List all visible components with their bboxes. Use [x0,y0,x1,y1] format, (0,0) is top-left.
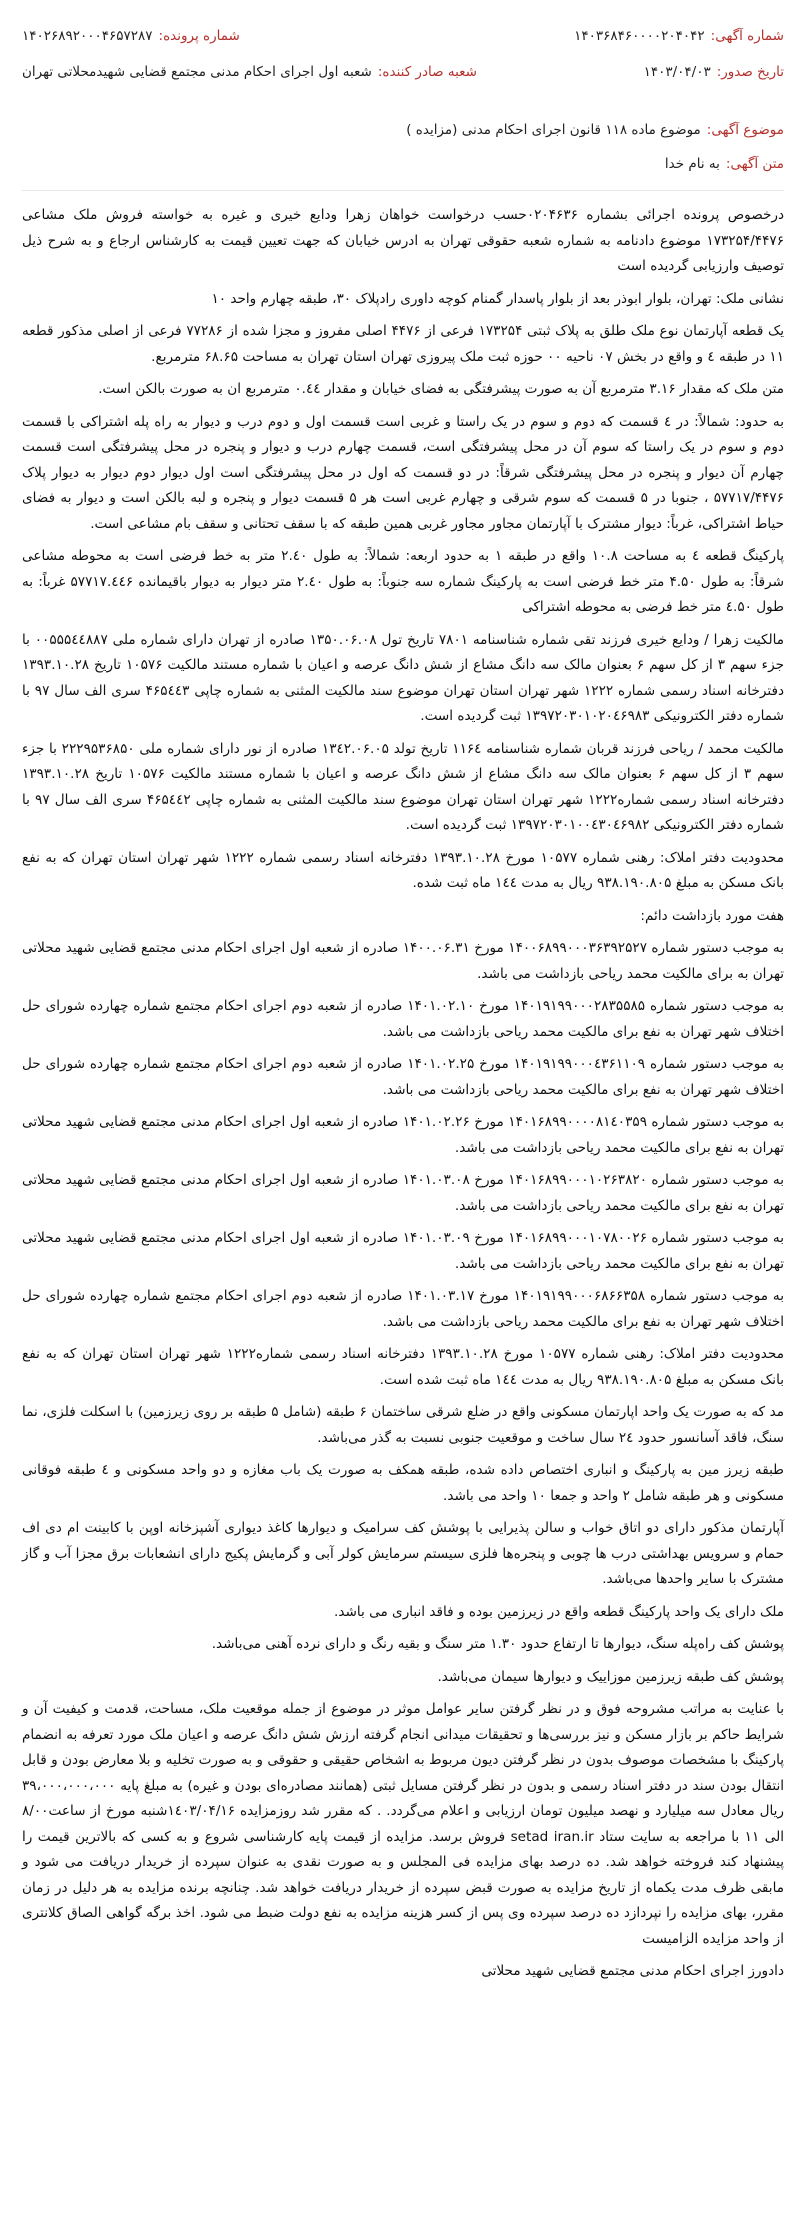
ad-paragraph: با عنایت به مراتب مشروحه فوق و در نظر گرفتن سایر عوامل موثر در موضوع از جمله موقعیت ملک، مساحت، قدمت و کیفیت آن و شرایط حاکم بر بازار مسکن و نیز بررسی‌ها و تحقیقات میدانی انجام گرفته ارزش شش دانگ عرصه و اعیان ملک مورد تعرفه به انضمام پارکینگ با مشخصات موصوف بدون در نظر گرفتن دیون مربوط به اشخاص حقیقی و حقوقی و به صورت تخلیه و بلا معارض بودن و قابل انتقال بودن سند در دفتر اسناد رسمی و بدون در نظر گرفتن مسایل ثبتی (همانند مصادره‌ای بودن و غیره) به مبلغ پایه ۳۹،۰۰۰،۰۰۰،۰۰۰ ریال معادل سه میلیارد و نهصد میلیون تومان ارزیابی و اعلام می‌گردد. . که مقرر شد روزمزایده ۱٤۰۳/۰۴/۱۶شنبه مورخ از ساعت۸/۰۰ الی ۱۱ با مراجعه به سایت ستاد setad iran.ir فروش برسد. مزایده از قیمت پایه کارشناسی شروع و به کسی که بالاترین قیمت را پیشنهاد کند فروخته خواهد شد. ده درصد بهای مزایده فی المجلس و به صورت نقدی به عنوان سپرده از خریدار دریافت می شود و مابقی ظرف مدت یکماه از تاریخ مزایده به صورت قبض سپرده از خریدار دریافت خواهد شد. چنانچه برنده مزایده به هر دلیل در زمان مقرر، بهای مزایده را نپردازد ده درصد سپرده وی پس از کسر هزینه مزایده به نفع دولت ضبط می شود. اخذ برگه گواهی الصاق کلانتری از واحد مزایده الزامیست [22,1701,784,1947]
header-row-2 [22,60,784,84]
ad-paragraph: پوشش کف طبقه زیرزمین موزاییک و دیوارها سیمان می‌باشد. [437,1668,784,1685]
ad-paragraph: طبقه زیرز مین به پارکینگ و انباری اختصاص داده شده، طبقه همکف به صورت یک باب مغازه و دو واحد مسکونی و ٤ طبقه فوقانی مسکونی و هر طبقه شامل ۲ واحد و جمعا ۱۰ واحد می باشد. [22,1462,784,1504]
ad-paragraph: پارکینگ قطعه ٤ به مساحت ۱۰.۸ واقع در طبقه ۱ به حدود اربعه: شمالاً: به طول ۲.٤۰ متر به خط فرضی است به محوطه مشاعی شرقاً: به طول ۴.۵۰ متر خط فرضی است به پارکینگ شماره سه جنوباً: به طول ۲.٤۰ متر دیوار به دیوار باقیمانده ۵۷۷۱۷.٤٤۶ غرباً: به طول ٤.۵۰ متر خط فرضی به محوطه اشتراکی [22,548,784,615]
issuer-field [22,60,477,84]
ad-paragraph: نشانی ملک: تهران، بلوار ابوذر بعد از بلوار پاسدار گمنام کوچه داوری رادپلاک ۳۰، طبقه چهارم واحد ۱۰ [211,290,784,307]
ad-paragraph: به موجب دستور شماره ۱۴۰۱۶۸۹۹۰۰۰۱۰۲۶۳۸۲۰ مورخ ۱۴۰۱.۰۳.۰۸ صادره از شعبه اول اجرای احکام مدنی مجتمع قضایی شهید محلاتی تهران به نفع برای مالکیت محمد ریاحی بازداشت می باشد. [22,1172,784,1214]
ad-paragraph: پوشش کف راه‌پله سنگ، دیوارها تا ارتفاع حدود ۱.۳۰ متر سنگ و بقیه رنگ و دارای نرده آهنی می‌باشد. [211,1636,784,1652]
ad-paragraph: به موجب دستور شماره ۱۴۰۱۶۸۹۹۰۰۰۰۸۱٤۰۳۵۹ مورخ ۱۴۰۱.۰۲.۲۶ صادره از شعبه اول اجرای احکام مدنی مجتمع قضایی شهید محلاتی تهران به نفع برای مالکیت محمد ریاحی بازداشت می باشد. [22,1114,784,1156]
text-label: متن آگهی: [725,156,784,172]
ad-paragraph: درخصوص پرونده اجرائی بشماره ۰۲۰۴۶۳۶حسب درخواست خواهان زهرا ودایع خیری و غیره به خواسته فروش ملک مشاعی ۱۷۳۲۵۴/۴۴۷۶ موضوع دادنامه به شماره شعبه حقوقی تهران به ادرس خیابان که جهت تعیین قیمت به کارشناس ارجاع و به شرح ذیل توصیف وارزیابی گردیده است [22,207,784,274]
ad-number-value: ۱۴۰۳۶۸۴۶۰۰۰۰۲۰۴۰۴۲ [574,28,705,44]
ad-paragraph: مد که به صورت یک واحد اپارتمان مسکونی واقع در ضلع شرقی ساختمان ۶ طبقه (شامل ۵ طبقه بر روی زیرزمین) با اسکلت فلزی، نما سنگ، فاقد آسانسور حدود ۲٤ سال ساخت و موقعیت جنوبی نسبت به گذر می‌باشد. [22,1404,784,1446]
ad-paragraph: محدودیت دفتر املاک: رهنی شماره ۱۰۵۷۷ مورخ ۱۳۹۳.۱۰.۲۸ دفترخانه اسناد رسمی شماره ۱۲۲۲ شهر تهران استان تهران که به نفع بانک مسکن به مبلغ ۹۳۸.۱۹۰.۸۰۵ ریال به مدت ۱٤٤ ماه ثبت شده. [22,849,784,891]
issue-date-value: ۱۴۰۳/۰۴/۰۳ [643,64,711,80]
issue-date-field [644,60,784,84]
ad-paragraph: دادورز اجرای احکام مدنی مجتمع قضایی شهید محلاتی [481,1963,784,1979]
subject-value: موضوع ماده ۱۱۸ قانون اجرای احکام مدنی (مزایده ) [406,122,701,138]
subject-label: موضوع آگهی: [706,122,784,138]
ad-paragraph: آپارتمان مذکور دارای دو اتاق خواب و سالن پذیرایی با پوشش کف سرامیک و دیوارها کاغذ دیواری آشپزخانه اوپن با کابینت ام دی اف حمام و سرویس بهداشتی درب ها چوبی و پنجره‌ها فلزی سیستم سرمایش کولر آبی و گرمایش پکیج دارای انشعابات برق مجزا آب و گاز مشترک با سایر واحدها می‌باشد. [22,1520,784,1587]
ad-paragraph: مالکیت زهرا / ودایع خیری فرزند تقی شماره شناسنامه ۷۸۰۱ تاریخ تول ۱۳۵۰.۰۶.۰۸ صادره از تهران دارای شماره ملی ۰۰۵۵۵٤٤۸۸۷ با جزء سهم ۳ از کل سهم ۶ بعنوان مالک سه دانگ مشاع از شش دانگ عرصه و اعیان با شماره مستند مالکیت ۱۰۵۷۶ تاریخ ۱۳۹۳.۱۰.۲۸ دفترخانه اسناد رسمی شماره ۱۲۲۲ شهر تهران استان تهران موضوع سند مالکیت المثنی به شماره چاپی ۴۶۵٤٤۳ سری الف سال ۹۷ با شماره دفتر الکترونیکی ۱۳۹۷۲۰۳۰۱۰۲۰٤۶۹۸۳ ثبت گردیده است. [22,631,785,724]
ad-number-label: شماره آگهی: [710,28,784,44]
text-intro-value: به نام خدا [664,156,720,172]
issuer-label: شعبه صادر کننده: [377,64,477,80]
issuer-value: شعبه اول اجرای احکام مدنی مجتمع قضایی شهیدمحلاتی تهران [22,64,372,80]
text-intro-field [22,152,784,176]
ad-paragraph: به موجب دستور شماره ۱۴۰۱۹۱۹۹۰۰۰۲۸۳۵۵۸۵ مورخ ۱۴۰۱.۰۲.۱۰ صادره از شعبه دوم اجرای احکام مجتمع شماره چهارده شورای حل اختلاف شهر تهران به نفع برای مالکیت محمد ریاحی بازداشت می باشد. [22,998,784,1040]
ad-number-field [574,24,784,48]
case-number-value: ۱۴۰۲۶۸۹۲۰۰۰۴۶۵۷۲۸۷ [22,28,153,44]
ad-paragraph: یک قطعه آپارتمان نوع ملک طلق به پلاک ثبتی ۱۷۳۲۵۴ فرعی از ۴۴۷۶ اصلی مفروز و مجزا شده از ۷۷۲۸۶ فرعی از اصلی مذکور قطعه ۱۱ در طبقه ٤ و واقع در بخش ۰۷ ناحیه ۰۰ حوزه ثبت ملک پیروزی تهران استان تهران به مساحت ۶۸.۶۵ مترمربع. [22,323,785,365]
header-row-1 [22,24,784,48]
ad-body [22,203,784,1985]
ad-paragraph: به موجب دستور شماره ۱۴۰۱۶۸۹۹۰۰۰۱۰۷۸۰۰۲۶ مورخ ۱۴۰۱.۰۳.۰۹ صادره از شعبه اول اجرای احکام مدنی مجتمع قضایی شهید محلاتی تهران به نفع برای مالکیت محمد ریاحی بازداشت می باشد. [22,1230,784,1272]
ad-paragraph: به موجب دستور شماره ۱۴۰۰۶۸۹۹۰۰۰۳۶۳۹۲۵۲۷ مورخ ۱۴۰۰.۰۶.۳۱ صادره از شعبه اول اجرای احکام مدنی مجتمع قضایی شهید محلاتی تهران به برای مالکیت محمد ریاحی بازداشت می باشد. [22,940,784,982]
ad-paragraph: متن ملک که مقدار ۳.۱۶ مترمربع آن به صورت پیشرفتگی به فضای خیابان و مقدار ۰.٤٤ مترمربع ان به صورت بالکن است. [98,381,784,397]
ad-paragraph: به موجب دستور شماره ۱۴۰۱۹۱۹۹۰۰۰٤۳۶۱۱۰۹ مورخ ۱۴۰۱.۰۲.۲۵ صادره از شعبه دوم اجرای احکام مجتمع شماره چهارده شورای حل اختلاف شهر تهران به نفع برای مالکیت محمد ریاحی بازداشت می باشد. [22,1056,784,1098]
divider [22,190,784,191]
case-number-field [22,24,240,48]
issue-date-label: تاریخ صدور: [716,64,784,80]
subject-field [22,118,784,142]
ad-paragraph: مالکیت محمد / ریاحی فرزند قربان شماره شناسنامه ۱۱۶٤ تاریخ تولد ۱۳٤۲.۰۶.۰۵ صادره از نور دارای شماره ملی ۲۲۲۹۵۳۶۸۵۰ با جزء سهم ۳ از کل سهم ۶ بعنوان مالک سه دانگ مشاع از شش دانگ عرصه و اعیان با شماره مستند مالکیت ۱۰۵۷۶ تاریخ ۱۳۹۳.۱۰.۲۸ دفترخانه اسناد رسمی شماره۱۲۲۲ شهر تهران استان تهران موضوع سند مالکیت المثنی به شماره چاپی ۴۶۵٤٤۲ سری الف سال ۹۷ با شماره دفتر الکترونیکی ۱۳۹۷۲۰۳۰۱۰۰٤۳۰٤۶۹۸۲ ثبت گردیده است. [22,740,785,833]
ad-paragraph: هفت مورد بازداشت دائم: [640,907,784,924]
ad-paragraph: به موجب دستور شماره ۱۴۰۱۹۱۹۹۰۰۰۶۸۶۶۳۵۸ مورخ ۱۴۰۱.۰۳.۱۷ صادره از شعبه دوم اجرای احکام مجتمع شماره چهارده شورای حل اختلاف شهر تهران به نفع برای مالکیت محمد ریاحی بازداشت می باشد. [22,1288,784,1330]
ad-paragraph: به حدود: شمالاً: در ٤ قسمت که دوم و سوم در یک راستا و غربی است قسمت اول و دوم درب و دیوار به راه پله اشتراکی با قسمت دوم و سوم در یک راستا که سوم آن در محل پیشرفتگی است، قسمت چهارم درب و دیوار و پنجره در محل پیشرفتگی است قسمت چهارم آن دیوار و پنجره در محل پیشرفتگی شرقاً: در دو قسمت که اول در محل پیشرفتگی است اول دیوار دوم دیوار به دیوار پلاک ۵۷۷۱۷/۴۴۷۶ ، جنوبا در ۵ قسمت که سوم شرقی و چهارم غربی است هر ۵ قسمت دیوار و پنجره و لبه بالکن است و دیوار به فضای حیاط اشتراکی، غرباً: دیوار مشترک با آپارتمان مجاور مجاور غربی همین طبقه که با سقف تحتانی و سقف بام مشاعی است. [22,413,784,532]
ad-paragraph: محدودیت دفتر املاک: رهنی شماره ۱۰۵۷۷ مورخ ۱۳۹۳.۱۰.۲۸ دفترخانه اسناد رسمی شماره۱۲۲۲ شهر تهران استان تهران که به نفع بانک مسکن به مبلغ ۹۳۸.۱۹۰.۸۰۵ ریال به مدت ۱٤٤ ماه ثبت شده است. [22,1346,784,1388]
ad-paragraph: ملک دارای یک واحد پارکینگ قطعه واقع در زیرزمین بوده و فاقد انباری می باشد. [334,1603,784,1620]
case-number-label: شماره پرونده: [158,28,240,44]
